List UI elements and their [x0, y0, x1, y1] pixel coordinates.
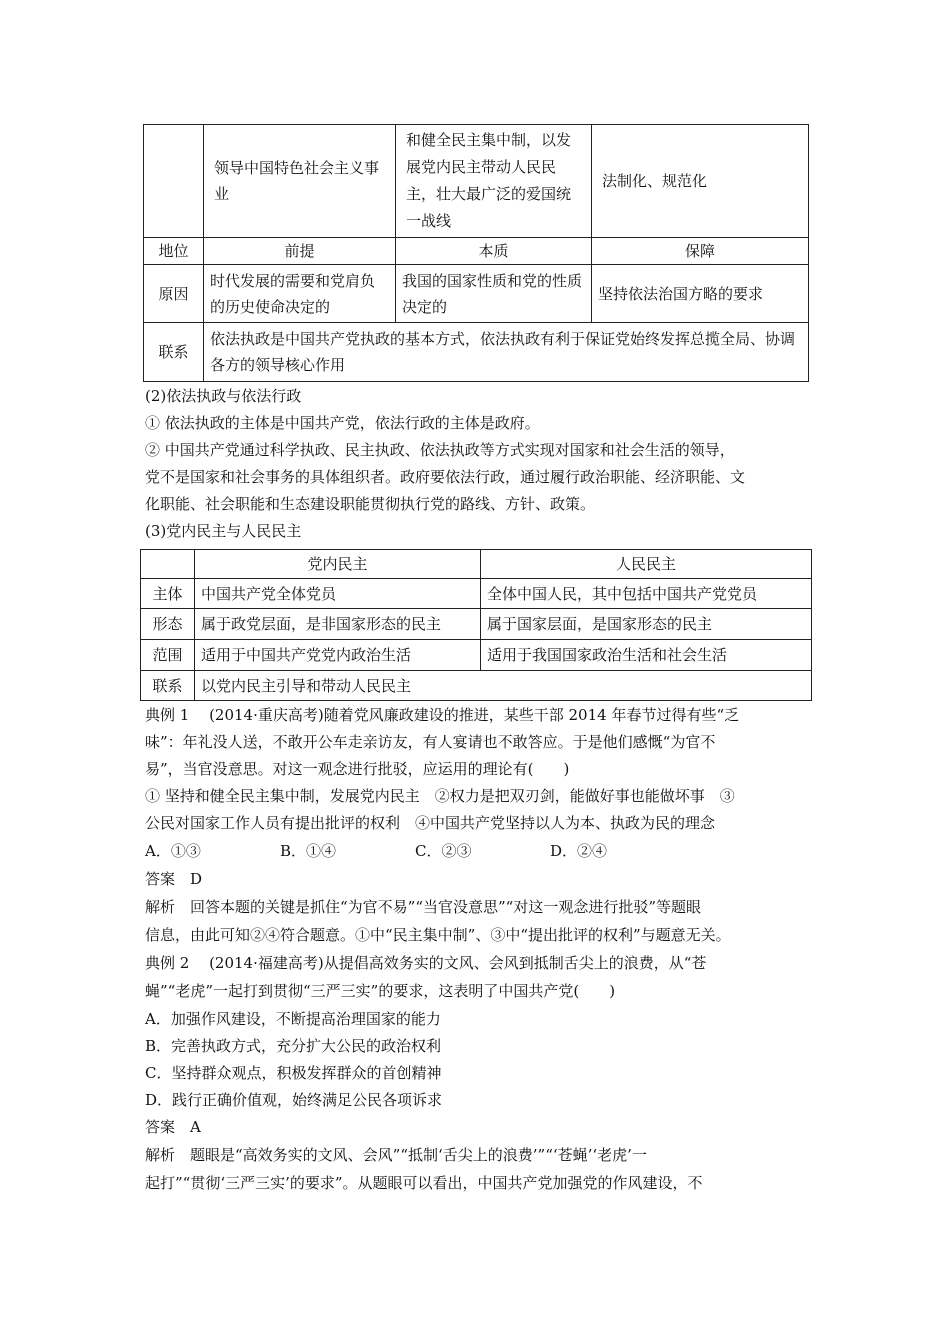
table-row — [141, 640, 812, 671]
option-a: A．加强作风建设，不断提高治理国家的能力 — [145, 1010, 441, 1028]
option-a: A．①③ — [145, 842, 201, 860]
table-cell: 领导中国特色社会主义事业 — [204, 125, 396, 238]
paragraph: ② 中国共产党通过科学执政、民主执政、依法执政等方式实现对国家和社会生活的领导， — [145, 441, 735, 459]
section-title: (2)依法执政与依法行政 — [145, 387, 302, 405]
answer: 答案 D — [145, 870, 203, 888]
table-cell: 中国共产党全体党员 — [195, 579, 481, 609]
analysis: 解析 题眼是“高效务实的文风、会风”“抵制‘舌尖上的浪费’”“‘苍蝇’‘老虎’一 — [145, 1146, 647, 1164]
table-cell — [144, 125, 204, 238]
option-c: C．坚持群众观点，积极发挥群众的首创精神 — [145, 1064, 442, 1082]
table-row — [141, 609, 812, 640]
row-label: 联系 — [141, 671, 195, 701]
section-title: (3)党内民主与人民民主 — [145, 522, 302, 540]
question-stem: 易”，当官没意思。对这一观念进行批驳，应运用的理论有( ) — [145, 760, 570, 778]
option-b: B．完善执政方式，充分扩大公民的政治权利 — [145, 1037, 442, 1055]
table-cell: 和健全民主集中制，以发展党内民主带动人民民主，壮大最广泛的爱国统一战线 — [396, 125, 592, 238]
table-cell: 属于国家层面，是国家形态的民主 — [481, 609, 812, 640]
table-cell — [141, 550, 195, 579]
analysis: 解析 回答本题的关键是抓住“为官不易”“当官没意思”“对这一观念进行批驳”等题眼 — [145, 898, 702, 916]
table-cell: 我国的国家性质和党的性质决定的 — [396, 265, 592, 323]
row-label: 主体 — [141, 579, 195, 609]
question-stem: 典例 2 (2014·福建高考)从提倡高效务实的文风、会风到抵制舌尖上的浪费，从“苍 — [145, 954, 707, 972]
question-stem: 典例 1 (2014·重庆高考)随着党风廉政建设的推进，某些干部 2014 年春节过得有些“乏 — [145, 706, 740, 724]
answer: 答案 A — [145, 1118, 201, 1136]
table-header: 前提 — [204, 238, 396, 265]
question-stem: 味”：年礼没人送，不敢开公车走亲访友，有人宴请也不敢答应。于是他们感慨“为官不 — [145, 733, 716, 751]
table-row — [144, 125, 809, 238]
table-header: 人民民主 — [481, 550, 812, 579]
analysis: 起打”“贯彻‘三严三实’的要求”。从题眼可以看出，中国共产党加强党的作风建设，不 — [145, 1174, 703, 1192]
table-row — [141, 579, 812, 609]
ruling-comparison-table — [143, 124, 809, 382]
row-label: 形态 — [141, 609, 195, 640]
option-b: B．①④ — [280, 842, 337, 860]
table-cell: 坚持依法治国方略的要求 — [592, 265, 809, 323]
table-cell: 法制化、规范化 — [592, 125, 809, 238]
row-label: 原因 — [144, 265, 204, 323]
question-statements: ① 坚持和健全民主集中制，发展党内民主 ②权力是把双刃剑，能做好事也能做坏事 ③ — [145, 787, 735, 805]
table-header: 本质 — [396, 238, 592, 265]
row-label: 地位 — [144, 238, 204, 265]
question-stem: 蝇”“老虎”一起打到贯彻“三严三实”的要求，这表明了中国共产党( ) — [145, 982, 616, 1000]
row-label: 范围 — [141, 640, 195, 671]
paragraph: ① 依法执政的主体是中国共产党，依法行政的主体是政府。 — [145, 414, 540, 432]
option-c: C．②③ — [415, 842, 472, 860]
table-row — [144, 238, 809, 265]
table-cell: 全体中国人民，其中包括中国共产党党员 — [481, 579, 812, 609]
table-row — [144, 323, 809, 382]
analysis: 信息，由此可知②④符合题意。①中“民主集中制”、③中“提出批评的权利”与题意无关。 — [145, 926, 731, 944]
table-cell: 属于政党层面，是非国家形态的民主 — [195, 609, 481, 640]
table-header: 保障 — [592, 238, 809, 265]
table-cell: 以党内民主引导和带动人民民主 — [195, 671, 812, 701]
table-cell: 适用于中国共产党党内政治生活 — [195, 640, 481, 671]
table-cell: 适用于我国国家政治生活和社会生活 — [481, 640, 812, 671]
table-cell: 时代发展的需要和党肩负的历史使命决定的 — [204, 265, 396, 323]
option-d: D．践行正确价值观，始终满足公民各项诉求 — [145, 1091, 443, 1109]
democracy-comparison-table — [140, 549, 812, 701]
question-statements: 公民对国家工作人员有提出批评的权利 ④中国共产党坚持以人为本、执政为民的理念 — [145, 814, 716, 832]
answer-options — [145, 838, 825, 865]
paragraph: 化职能、社会职能和生态建设职能贯彻执行党的路线、方针、政策。 — [145, 495, 596, 513]
option-d: D．②④ — [550, 842, 608, 860]
table-header: 党内民主 — [195, 550, 481, 579]
paragraph: 党不是国家和社会事务的具体组织者。政府要依法行政，通过履行政治职能、经济职能、文 — [145, 468, 746, 486]
table-row — [141, 550, 812, 579]
table-row — [144, 265, 809, 323]
row-label: 联系 — [144, 323, 204, 382]
table-row — [141, 671, 812, 701]
table-cell: 依法执政是中国共产党执政的基本方式，依法执政有利于保证党始终发挥总揽全局、协调各方的领导核心作用 — [204, 323, 809, 382]
